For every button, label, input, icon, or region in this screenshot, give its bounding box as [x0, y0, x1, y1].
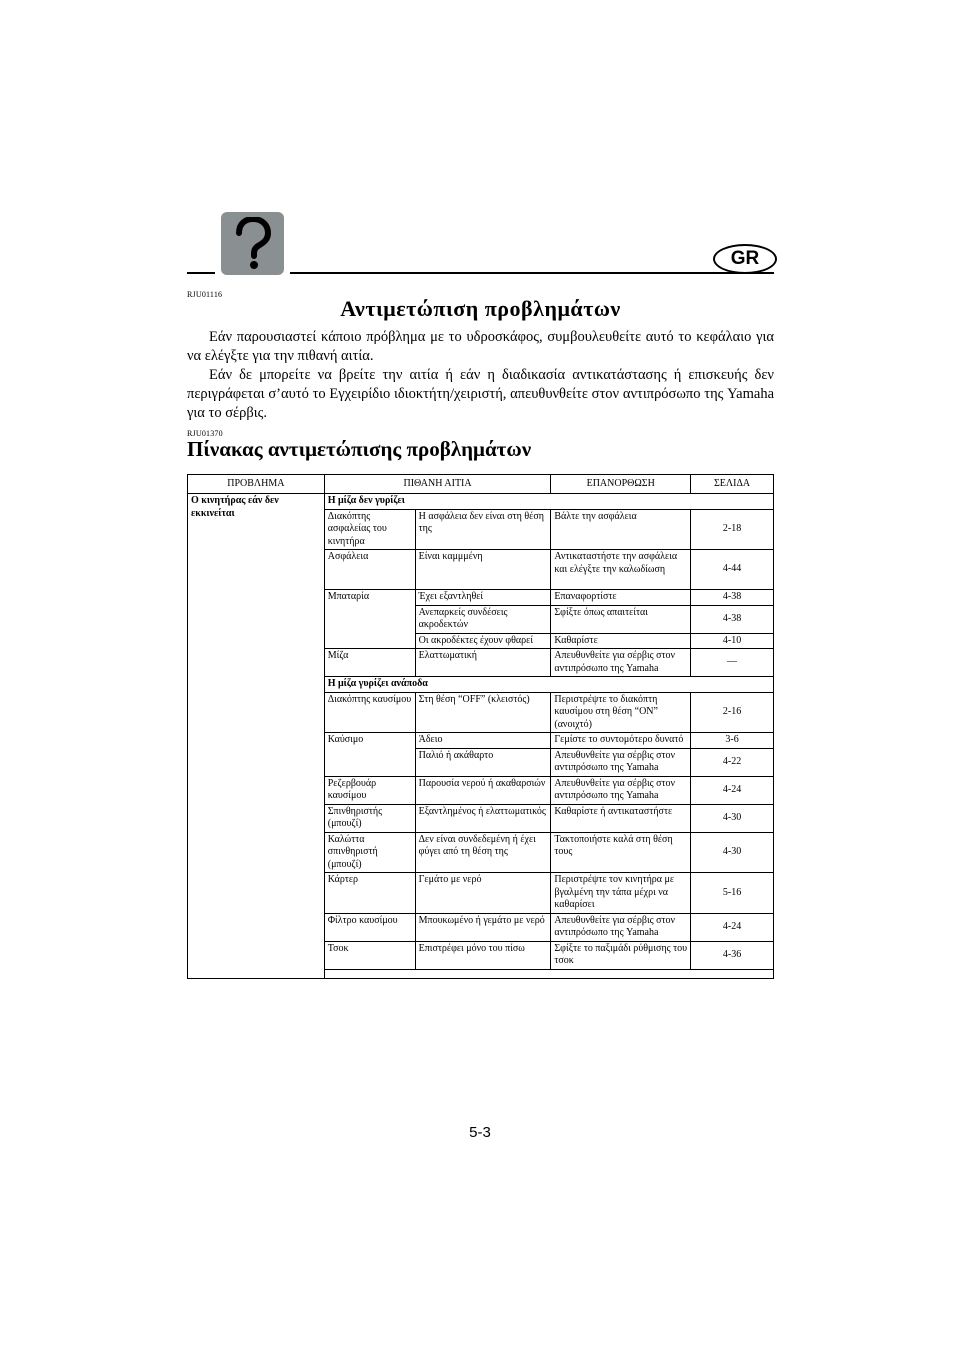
fix-cell: Επαναφορτίστε — [551, 590, 691, 606]
fix-cell: Σφίξτε όπως απαιτείται — [551, 605, 691, 633]
fix-cell: Τακτοποιήστε καλά στη θέση τους — [551, 832, 691, 873]
cause-cell: Άδειο — [415, 733, 551, 749]
part-cell: Καύσιμο — [324, 733, 415, 777]
fix-cell: Σφίξτε το παξιμάδι ρύθμισης του τσοκ — [551, 941, 691, 969]
fix-cell: Καθαρίστε ή αντικαταστήστε — [551, 804, 691, 832]
page-cell: 4-36 — [691, 941, 774, 969]
page-number: 5-3 — [469, 1124, 491, 1141]
part-cell: Διακόπτης καυσίμου — [324, 692, 415, 733]
cause-cell: Παλιό ή ακάθαρτο — [415, 748, 551, 776]
part-cell: Διακόπτης ασφαλείας του κινητήρα — [324, 509, 415, 550]
table-row — [188, 494, 774, 510]
part-cell: Μίζα — [324, 649, 415, 677]
part-cell: Ασφάλεια — [324, 550, 415, 590]
page-cell: 4-38 — [691, 605, 774, 633]
page-cell: 4-24 — [691, 913, 774, 941]
page-cell: 4-44 — [691, 550, 774, 590]
cause-cell: Εξαντλημένος ή ελαττωματικός — [415, 804, 551, 832]
fix-cell: Περιστρέψτε τον κινητήρα με βγαλμένη την τάπα μέχρι να καθαρίσει — [551, 873, 691, 914]
cause-cell: Ελαττωματική — [415, 649, 551, 677]
page-cell: 4-30 — [691, 804, 774, 832]
question-mark-icon — [221, 212, 284, 275]
cause-cell: Η ασφάλεια δεν είναι στη θέση της — [415, 509, 551, 550]
page-cell: 4-24 — [691, 776, 774, 804]
section-title: Αντιμετώπιση προβλημάτων — [340, 296, 621, 321]
page-cell: — — [691, 649, 774, 677]
fix-cell: Γεμίστε το συντομότερο δυνατό — [551, 733, 691, 749]
table-header-row — [188, 475, 774, 494]
cause-cell: Έχει εξαντληθεί — [415, 590, 551, 606]
problem-cell: Ο κινητήρας εάν δεν εκκινείται — [188, 494, 325, 979]
part-cell: Κάρτερ — [324, 873, 415, 914]
fix-cell: Αντικαταστήστε την ασφάλεια και ελέγξτε την καλωδίωση — [551, 550, 691, 590]
cause-cell: Ανεπαρκείς συνδέσεις ακροδεκτών — [415, 605, 551, 633]
cause-cell: Δεν είναι συνδεδεμένη ή έχει φύγει από τη θέση της — [415, 832, 551, 873]
header-rule-left — [187, 272, 215, 274]
cause-cell: Μπουκωμένο ή γεμάτο με νερό — [415, 913, 551, 941]
cause-cell: Παρουσία νερού ή ακαθαρσιών — [415, 776, 551, 804]
cause-cell: Επιστρέφει μόνο του πίσω — [415, 941, 551, 969]
group-heading: Η μίζα γυρίζει ανάποδα — [324, 677, 773, 693]
page-cell: 4-38 — [691, 590, 774, 606]
table-section-code: RJU01370 — [187, 429, 223, 438]
part-cell: Σπινθηριστής (μπουζί) — [324, 804, 415, 832]
group-heading: Η μίζα δεν γυρίζει — [324, 494, 773, 510]
part-cell: Φίλτρο καυσίμου — [324, 913, 415, 941]
page-cell: 3-6 — [691, 733, 774, 749]
cause-cell: Στη θέση “OFF” (κλειστός) — [415, 692, 551, 733]
part-cell: Τσοκ — [324, 941, 415, 969]
part-cell: Ρεζερβουάρ καυσίμου — [324, 776, 415, 804]
part-cell: Καλώττα σπινθηριστή (μπουζί) — [324, 832, 415, 873]
cause-cell: Γεμάτο με νερό — [415, 873, 551, 914]
intro-paragraph-1: Εάν παρουσιαστεί κάποιο πρόβλημα με το υδροσκάφος, συμβουλευθείτε αυτό το κεφάλαιο για να ελέγξτε για την πιθανή αιτία. — [187, 329, 774, 364]
fix-cell: Περιστρέψτε το διακόπτη καυσίμου στη θέση “ON” (ανοιχτό) — [551, 692, 691, 733]
page-cell: 4-30 — [691, 832, 774, 873]
cause-cell: Είναι καμμμένη — [415, 550, 551, 590]
section-code: RJU01116 — [187, 290, 223, 299]
header-rule-right — [290, 272, 774, 274]
troubleshooting-table — [187, 474, 774, 979]
table-bottom-spacer — [324, 969, 773, 978]
page-cell: 4-22 — [691, 748, 774, 776]
header-fix: ΕΠΑΝΟΡΘΩΣΗ — [551, 475, 691, 494]
page-cell: 2-18 — [691, 509, 774, 550]
header-problem: ΠΡΟΒΛΗΜΑ — [188, 475, 325, 494]
fix-cell: Απευθυνθείτε για σέρβις στον αντιπρόσωπο της Yamaha — [551, 913, 691, 941]
intro-paragraph-2: Εάν δε μπορείτε να βρείτε την αιτία ή εάν η διαδικασία αντικατάστασης ή επισκευής δεν περιγράφεται σ’αυτό το Εγχειρίδιο ιδιοκτήτη/χειριστή, απευθυνθείτε στον αντιπρόσωπο της Yamaha για το σέρβις. — [187, 367, 774, 421]
language-badge: GR — [713, 244, 777, 274]
page-cell: 2-16 — [691, 692, 774, 733]
fix-cell: Καθαρίστε — [551, 633, 691, 649]
header-page: ΣΕΛΙΔΑ — [691, 475, 774, 494]
table-section-title: Πίνακας αντιμετώπισης προβλημάτων — [187, 437, 532, 461]
fix-cell: Απευθυνθείτε για σέρβις στον αντιπρόσωπο της Yamaha — [551, 776, 691, 804]
page-cell: 5-16 — [691, 873, 774, 914]
page-cell: 4-10 — [691, 633, 774, 649]
cause-cell: Οι ακροδέκτες έχουν φθαρεί — [415, 633, 551, 649]
header-cause: ΠΙΘΑΝΗ ΑΙΤΙΑ — [324, 475, 551, 494]
part-cell: Μπαταρία — [324, 590, 415, 649]
fix-cell: Απευθυνθείτε για σέρβις στον αντιπρόσωπο της Yamaha — [551, 748, 691, 776]
fix-cell: Απευθυνθείτε για σέρβις στον αντιπρόσωπο της Yamaha — [551, 649, 691, 677]
fix-cell: Βάλτε την ασφάλεια — [551, 509, 691, 550]
